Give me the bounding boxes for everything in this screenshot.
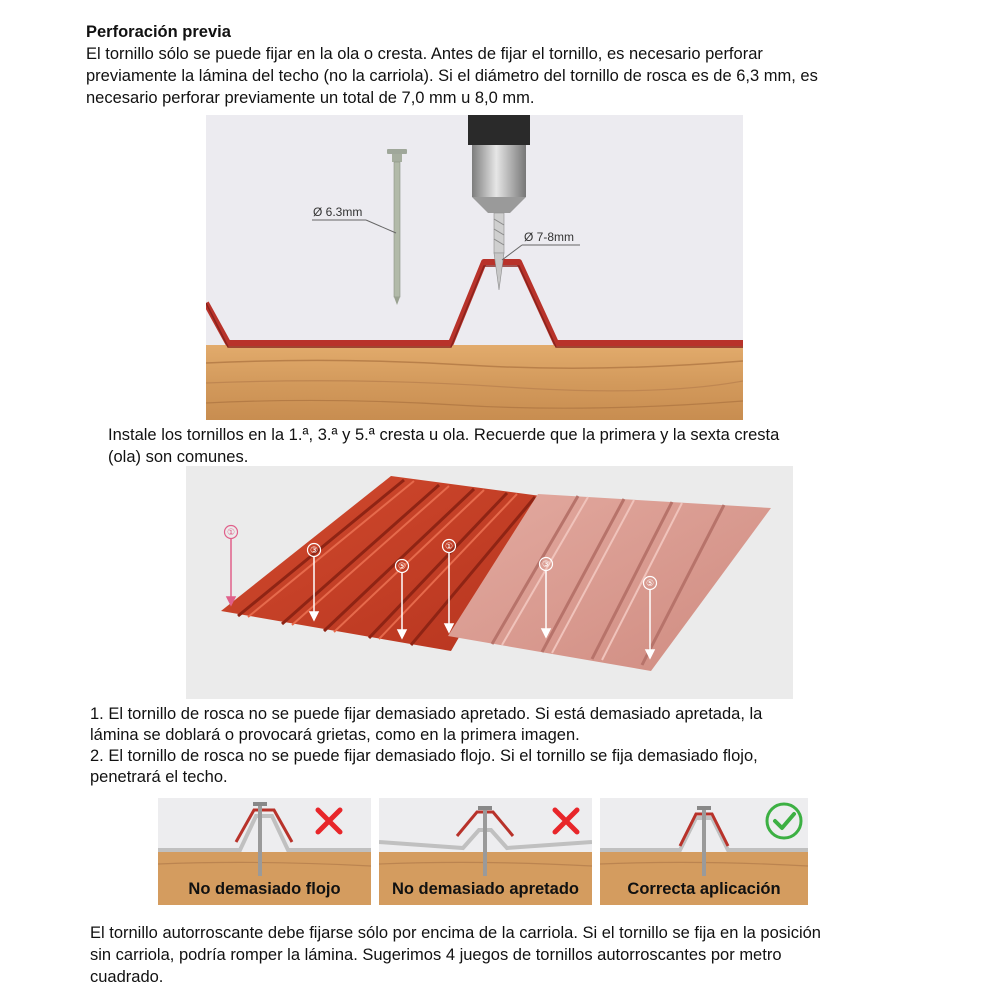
panel-correct: [600, 798, 808, 905]
section-title: Perforación previa: [86, 23, 231, 41]
overlapping-sheets-illustration: [186, 466, 793, 699]
panel-caption: No demasiado apretado: [391, 880, 580, 898]
panel-too-tight: [379, 798, 592, 905]
screw-diameter-label: Ø 6.3mm: [313, 205, 363, 219]
paragraph-line: lámina se doblará o provocará grietas, como en la primera imagen.: [90, 726, 580, 744]
marker-1-left: ①: [226, 528, 236, 538]
paragraph-line: necesario perforar previamente un total de 7,0 mm u 8,0 mm.: [86, 89, 535, 107]
marker-1-overlap: ①: [444, 542, 454, 552]
panel-caption: Correcta aplicación: [627, 880, 781, 898]
paragraph-line: 1. El tornillo de rosca no se puede fijar demasiado apretado. Si está demasiado apretada, la: [90, 705, 763, 723]
paragraph-line: Instale los tornillos en la 1.ª, 3.ª y 5.ª cresta u ola. Recuerde que la primera y la sexta cresta: [108, 426, 780, 444]
paragraph-line: penetrará el techo.: [90, 768, 228, 786]
paragraph-line: El tornillo autorroscante debe fijarse sólo por encima de la carriola. Si el tornillo se fija en la posición: [90, 924, 821, 942]
drill-diameter-label: Ø 7-8mm: [524, 230, 575, 244]
drilling-illustration: [206, 115, 743, 420]
marker-5-left: ⑤: [397, 562, 407, 572]
paragraph-line: previamente la lámina del techo (no la carriola). Si el diámetro del tornillo de rosca es de 6,3 mm, es: [86, 67, 818, 85]
panel-too-loose: [158, 798, 371, 905]
marker-5-right: ⑤: [645, 579, 655, 589]
marker-3-left: ③: [309, 546, 319, 556]
paragraph-line: 2. El tornillo de rosca no se puede fijar demasiado flojo. Si el tornillo se fija demasiado flojo,: [90, 747, 758, 765]
paragraph-line: cuadrado.: [90, 968, 164, 986]
wood-beam: [206, 345, 743, 420]
paragraph-line: sin carriola, podría romper la lámina. Sugerimos 4 juegos de tornillos autorroscantes por metro: [90, 946, 782, 964]
paragraph-line: (ola) son comunes.: [108, 448, 249, 466]
marker-3-right: ③: [541, 560, 551, 570]
panel-caption: No demasiado flojo: [188, 880, 341, 898]
paragraph-line: El tornillo sólo se puede fijar en la ola o cresta. Antes de fijar el tornillo, es necesario perforar: [86, 45, 763, 63]
